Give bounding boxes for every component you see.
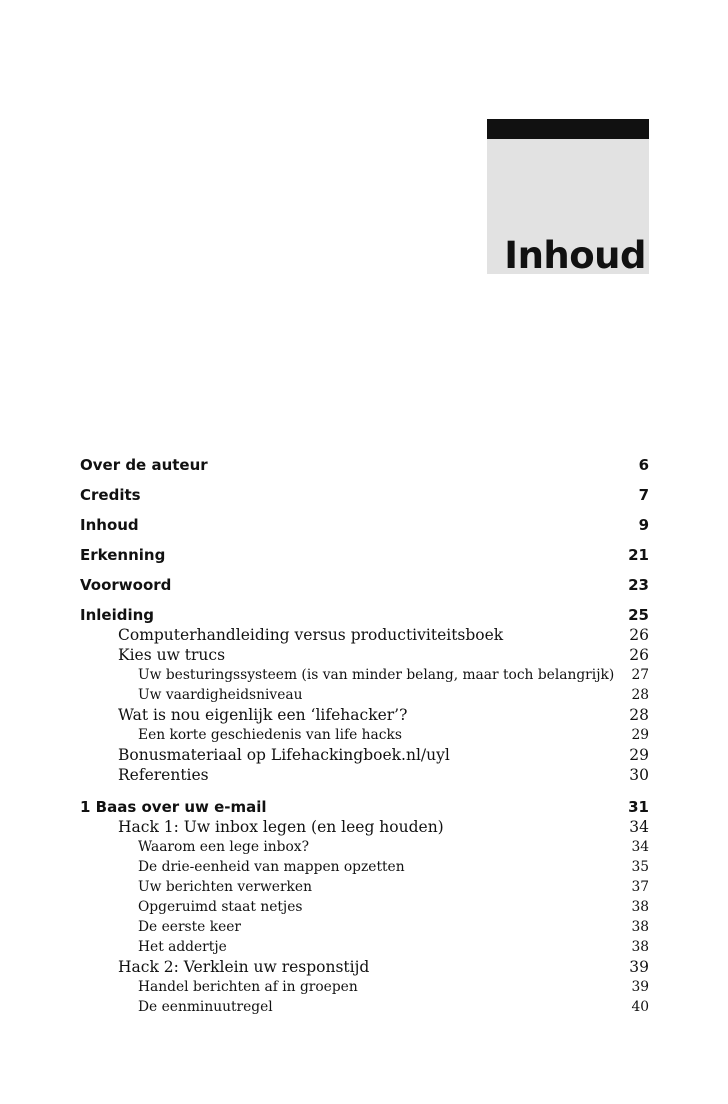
toc-entry-page: 28 bbox=[631, 687, 649, 703]
toc-entry-page: 34 bbox=[629, 818, 649, 836]
toc-entry-page: 21 bbox=[628, 546, 649, 564]
toc-subentry[interactable] bbox=[80, 957, 649, 977]
toc-entry-over-de-auteur[interactable] bbox=[80, 455, 649, 485]
toc-subsubentry[interactable] bbox=[80, 837, 649, 857]
toc-entry-label: Inleiding bbox=[80, 606, 155, 624]
toc-entry-page: 29 bbox=[631, 727, 649, 743]
toc-entry-label: Het addertje bbox=[138, 939, 227, 955]
toc-entry-page: 27 bbox=[631, 667, 649, 683]
toc-entry-page: 30 bbox=[629, 766, 649, 784]
toc-subsubentry[interactable] bbox=[80, 685, 649, 705]
toc-entry-page: 28 bbox=[629, 706, 649, 724]
toc-entry-label: Uw vaardigheidsniveau bbox=[138, 687, 303, 703]
toc-subsubentry[interactable] bbox=[80, 937, 649, 957]
toc-entry-label: Bonusmateriaal op Lifehackingboek.nl/uyl bbox=[118, 746, 450, 764]
toc-entry-erkenning[interactable] bbox=[80, 545, 649, 575]
table-of-contents bbox=[80, 455, 649, 1017]
toc-entry-page: 26 bbox=[629, 646, 649, 664]
toc-entry-label: Credits bbox=[80, 486, 141, 504]
toc-entry-page: 38 bbox=[631, 939, 649, 955]
toc-entry-label: Opgeruimd staat netjes bbox=[138, 899, 303, 915]
header-box bbox=[487, 139, 649, 277]
toc-entry-label: De drie-eenheid van mappen opzetten bbox=[138, 859, 405, 875]
toc-entry-label: Over de auteur bbox=[80, 456, 208, 474]
toc-entry-label: Kies uw trucs bbox=[118, 646, 226, 664]
toc-entry-label: Voorwoord bbox=[80, 576, 172, 594]
toc-entry-page: 25 bbox=[628, 606, 649, 624]
toc-entry-label: Uw berichten verwerken bbox=[138, 879, 312, 895]
toc-entry-label: Handel berichten af in groepen bbox=[138, 979, 358, 995]
toc-entry-page: 23 bbox=[628, 576, 649, 594]
toc-entry-voorwoord[interactable] bbox=[80, 575, 649, 605]
toc-entry-label: Waarom een lege inbox? bbox=[138, 839, 309, 855]
toc-subsubentry[interactable] bbox=[80, 897, 649, 917]
toc-entry-label: Computerhandleiding versus productiviteitsboek bbox=[118, 626, 504, 644]
toc-entry-page: 38 bbox=[631, 899, 649, 915]
toc-entry-credits[interactable] bbox=[80, 485, 649, 515]
toc-entry-label: De eerste keer bbox=[138, 919, 241, 935]
toc-entry-label: Referenties bbox=[118, 766, 209, 784]
toc-subsubentry[interactable] bbox=[80, 877, 649, 897]
toc-entry-label: Wat is nou eigenlijk een ‘lifehacker’? bbox=[118, 706, 408, 724]
toc-entry-page: 39 bbox=[629, 958, 649, 976]
toc-subentry[interactable] bbox=[80, 705, 649, 725]
toc-entry-inleiding[interactable] bbox=[80, 605, 649, 625]
toc-entry-page: 35 bbox=[631, 859, 649, 875]
toc-subentry[interactable] bbox=[80, 625, 649, 645]
toc-subentry[interactable] bbox=[80, 817, 649, 837]
toc-entry-label: Inhoud bbox=[80, 516, 139, 534]
toc-subsubentry[interactable] bbox=[80, 725, 649, 745]
toc-entry-label: Hack 2: Verklein uw responstijd bbox=[118, 958, 370, 976]
toc-entry-label: 1 Baas over uw e-mail bbox=[80, 798, 267, 816]
toc-entry-inhoud[interactable] bbox=[80, 515, 649, 545]
toc-subentry[interactable] bbox=[80, 645, 649, 665]
toc-entry-page: 40 bbox=[631, 999, 649, 1015]
toc-entry-page: 6 bbox=[638, 456, 649, 474]
header-bar bbox=[487, 119, 649, 139]
page-title: Inhoud bbox=[504, 234, 646, 277]
toc-entry-page: 7 bbox=[638, 486, 649, 504]
toc-entry-chapter-1[interactable] bbox=[80, 797, 649, 817]
toc-subsubentry[interactable] bbox=[80, 917, 649, 937]
toc-entry-label: Een korte geschiedenis van life hacks bbox=[138, 727, 402, 743]
toc-entry-label: Uw besturingssysteem (is van minder belang, maar toch belangrijk) bbox=[138, 667, 615, 683]
toc-entry-page: 34 bbox=[631, 839, 649, 855]
toc-entry-page: 9 bbox=[638, 516, 649, 534]
toc-entry-page: 37 bbox=[631, 879, 649, 895]
toc-subsubentry[interactable] bbox=[80, 997, 649, 1017]
toc-subsubentry[interactable] bbox=[80, 857, 649, 877]
toc-entry-page: 38 bbox=[631, 919, 649, 935]
toc-entry-page: 39 bbox=[631, 979, 649, 995]
toc-subentry[interactable] bbox=[80, 745, 649, 765]
toc-entry-label: De eenminuutregel bbox=[138, 999, 273, 1015]
toc-subsubentry[interactable] bbox=[80, 665, 649, 685]
toc-subentry[interactable] bbox=[80, 765, 649, 785]
toc-entry-page: 29 bbox=[629, 746, 649, 764]
toc-subsubentry[interactable] bbox=[80, 977, 649, 997]
toc-entry-label: Hack 1: Uw inbox legen (en leeg houden) bbox=[118, 818, 444, 836]
toc-entry-page: 26 bbox=[629, 626, 649, 644]
toc-entry-label: Erkenning bbox=[80, 546, 166, 564]
toc-entry-page: 31 bbox=[628, 798, 649, 816]
